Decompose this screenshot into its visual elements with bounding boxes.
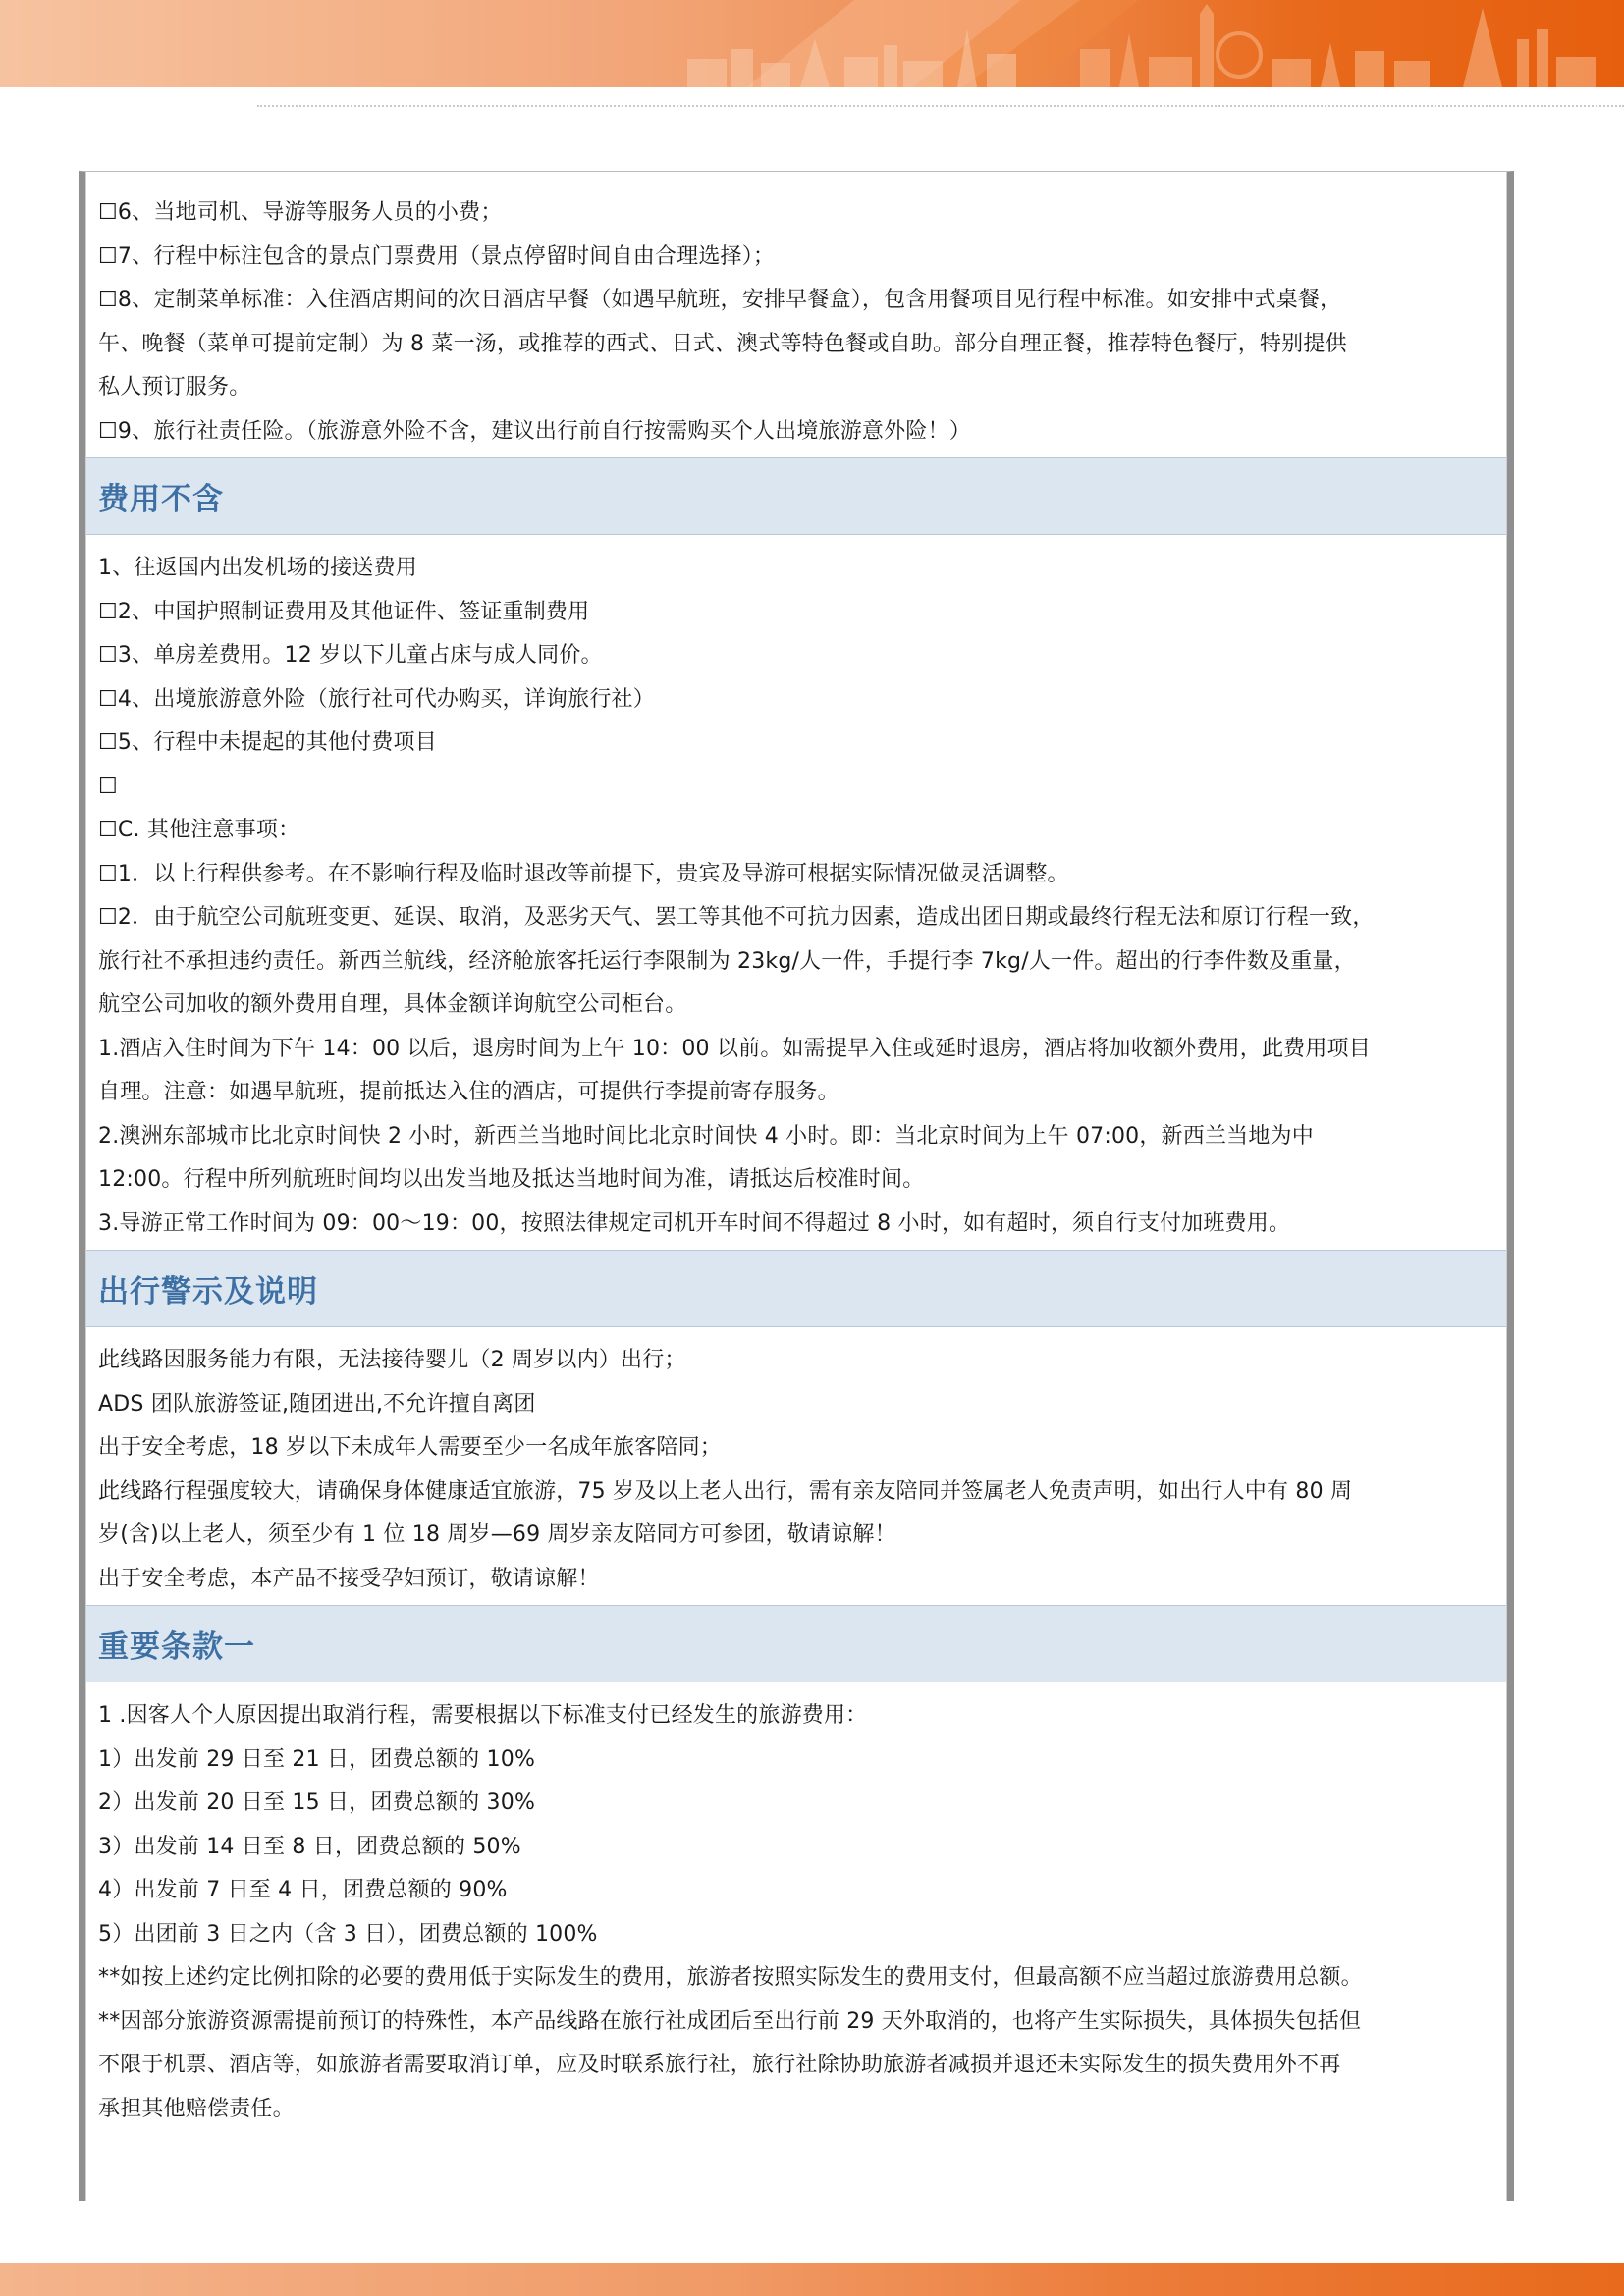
top-banner [0, 0, 1624, 87]
warnings-block [86, 1339, 1506, 1601]
excluded-line: ☐ [98, 774, 118, 799]
warning-line: 此线路因服务能力有限，无法接待婴儿（2 周岁以内）出行； [98, 1348, 686, 1372]
terms-line: 1 .因客人个人原因提出取消行程，需要根据以下标准支付已经发生的旅游费用： [98, 1703, 868, 1728]
warning-line: 出于安全考虑，18 岁以下未成年人需要至少一名成年旅客陪同； [98, 1435, 722, 1460]
terms-line: 1）出发前 29 日至 21 日，团费总额的 10% [98, 1746, 536, 1772]
included-line: ☐7、行程中标注包含的景点门票费用（景点停留时间自由合理选择）； [98, 243, 776, 269]
header-rule [257, 105, 1624, 107]
warning-line: 岁(含)以上老人，须至少有 1 位 18 周岁—69 周岁亲友陪同方可参团，敬请谅解！ [98, 1522, 896, 1547]
section-title: 费用不含 [98, 482, 224, 517]
content-frame [79, 171, 1514, 2201]
terms-line: **因部分旅游资源需提前预订的特殊性，本产品线路在旅行社成团后至出行前 29 天外取消的，也将产生实际损失，具体损失包括但 [98, 2008, 1362, 2034]
terms-line: 4）出发前 7 日至 4 日，团费总额的 90% [98, 1878, 508, 1902]
excluded-line: 1、往返国内出发机场的接送费用 [98, 556, 417, 580]
excluded-line: 1.酒店入住时间为下午 14：00 以后，退房时间为上午 10：00 以前。如需提早入住或延时退房，酒店将加收额外费用，此费用项目 [98, 1036, 1371, 1061]
excluded-line: ☐C. 其他注意事项： [98, 818, 300, 842]
excluded-line: ☐2、中国护照制证费用及其他证件、签证重制费用 [98, 599, 590, 624]
section-header-warnings [86, 1250, 1506, 1327]
excluded-line: ☐4、出境旅游意外险（旅行社可代办购买，详询旅行社） [98, 686, 655, 712]
skyline-decoration [0, 0, 1624, 87]
included-line: 私人预订服务。 [98, 375, 251, 400]
excluded-block [86, 547, 1506, 1246]
excluded-line: 自理。注意：如遇早航班，提前抵达入住的酒店，可提供行李提前寄存服务。 [98, 1080, 839, 1104]
terms-line: 3）出发前 14 日至 8 日，团费总额的 50% [98, 1834, 521, 1859]
warning-line: 出于安全考虑，本产品不接受孕妇预订，敬请谅解！ [98, 1566, 600, 1591]
warning-line: ADS 团队旅游签证,随团进出,不允许擅自离团 [98, 1391, 536, 1416]
section-header-excluded [86, 457, 1506, 535]
excluded-line: 航空公司加收的额外费用自理，具体金额详询航空公司柜台。 [98, 992, 687, 1017]
included-line: ☐6、当地司机、导游等服务人员的小费； [98, 200, 503, 225]
excluded-line: 3.导游正常工作时间为 09：00～19：00，按照法律规定司机开车时间不得超过 8 小时，如有超时，须自行支付加班费用。 [98, 1210, 1291, 1236]
terms-line: **如按上述约定比例扣除的必要的费用低于实际发生的费用，旅游者按照实际发生的费用支付，但最高额不应当超过旅游费用总额。 [98, 1965, 1363, 1990]
content-inner [85, 172, 1507, 2201]
excluded-line: ☐1．以上行程供参考。在不影响行程及临时退改等前提下，贵宾及导游可根据实际情况做灵活调整。 [98, 861, 1069, 886]
warning-line: 此线路行程强度较大，请确保身体健康适宜旅游，75 岁及以上老人出行，需有亲友陪同并签属老人免责声明，如出行人中有 80 周 [98, 1478, 1353, 1504]
excluded-line: ☐5、行程中未提起的其他付费项目 [98, 730, 437, 755]
excluded-line: 12:00。行程中所列航班时间均以出发当地及抵达当地时间为准，请抵达后校准时间。 [98, 1167, 925, 1192]
terms-block [86, 1694, 1506, 2131]
bottom-banner [0, 2263, 1624, 2296]
included-continued-block [86, 172, 1506, 454]
section-header-terms [86, 1605, 1506, 1682]
terms-line: 不限于机票、酒店等，如旅游者需要取消订单，应及时联系旅行社，旅行社除协助旅游者减损并退还未实际发生的损失费用外不再 [98, 2053, 1341, 2077]
included-line: ☐8、定制菜单标准：入住酒店期间的次日酒店早餐（如遇早航班，安排早餐盒），包含用餐项目见行程中标准。如安排中式桌餐， [98, 288, 1342, 312]
terms-line: 承担其他赔偿责任。 [98, 2096, 295, 2121]
excluded-line: 旅行社不承担违约责任。新西兰航线，经济舱旅客托运行李限制为 23kg/人一件，手提行李 7kg/人一件。超出的行李件数及重量， [98, 948, 1356, 974]
excluded-line: ☐2．由于航空公司航班变更、延误、取消，及恶劣天气、罢工等其他不可抗力因素，造成出团日期或最终行程无法和原订行程一致， [98, 905, 1375, 930]
excluded-line: ☐3、单房差费用。12 岁以下儿童占床与成人同价。 [98, 643, 603, 667]
included-line: ☐9、旅行社责任险。（旅游意外险不含，建议出行前自行按需购买个人出境旅游意外险！） [98, 418, 971, 444]
terms-line: 5）出团前 3 日之内（含 3 日），团费总额的 100% [98, 1921, 598, 1947]
section-title: 重要条款一 [98, 1629, 255, 1665]
terms-line: 2）出发前 20 日至 15 日，团费总额的 30% [98, 1790, 536, 1815]
included-line: 午、晚餐（菜单可提前定制）为 8 菜一汤，或推荐的西式、日式、澳式等特色餐或自助。部分自理正餐，推荐特色餐厅，特别提供 [98, 331, 1347, 356]
section-title: 出行警示及说明 [98, 1274, 318, 1309]
excluded-line: 2.澳洲东部城市比北京时间快 2 小时，新西兰当地时间比北京时间快 4 小时。即：当北京时间为上午 07:00，新西兰当地为中 [98, 1123, 1314, 1148]
